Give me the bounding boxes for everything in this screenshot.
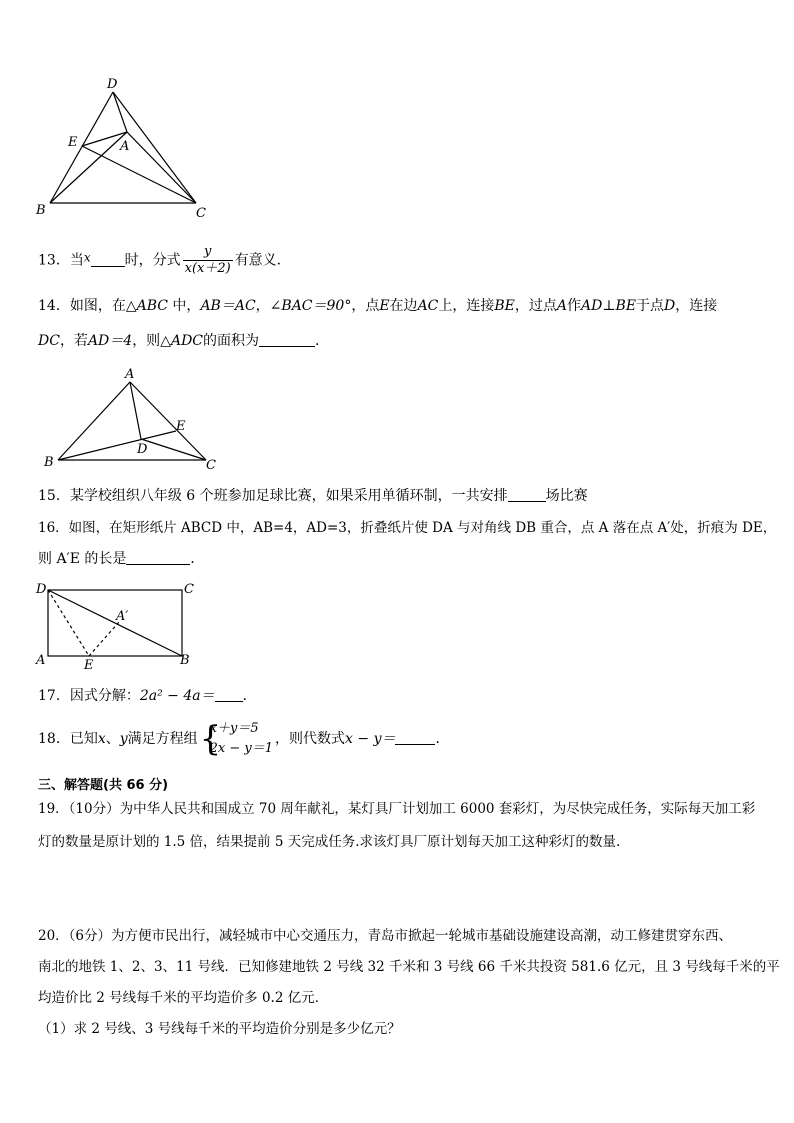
figure-triangle-dbc <box>30 70 220 225</box>
figure-triangle-abc <box>36 364 226 474</box>
question-20-line-1: 20．（6分）为方便市民出行，减轻城市中心交通压力，青岛市掀起一轮城市基础设施建设高潮，动工修建贯穿东西、 <box>38 928 733 944</box>
label-a-prime: A′ <box>116 609 129 624</box>
question-19-line-1: 19．（10分）为中华人民共和国成立 70 周年献礼，某灯具厂计划加工 6000 套彩灯，为尽快完成任务，实际每天加工彩 <box>38 801 756 817</box>
question-16-line-2: 则 A′E 的长是 ． <box>38 551 205 567</box>
question-14-line-1: 14．如图，在△ABC 中，AB＝AC，∠BAC＝90°，点E在边AC上，连接BE，过点A作AD⊥BE于点D，连接 <box>38 298 718 314</box>
question-17: 17．因式分解：2a² − 4a＝ ． <box>38 688 257 704</box>
question-15: 15．某学校组织八年级 6 个班参加足球比赛，如果采用单循环制，一共安排 场比赛 <box>38 488 588 504</box>
equation-system: { x＋y＝5 2x − y＝1 <box>199 719 274 759</box>
fraction-13: $\frac{y}{x(x+2)}$ <box>184 244 231 276</box>
question-20-line-2: 南北的地铁 1、2、3、11 号线．已知修建地铁 2 号线 32 千米和 3 号线 66 千米共投资 581.6 亿元，且 3 号线每千米的平 <box>38 959 780 975</box>
label-a: A <box>36 653 46 668</box>
label-d: D <box>107 77 118 92</box>
label-c: C <box>196 206 206 221</box>
question-18: 18．已知x、y满足方程组 { x＋y＝5 2x − y＝1 ，则代数式x − y＝ ． <box>38 719 450 759</box>
answer-blank-13[interactable] <box>91 252 125 267</box>
label-e: E <box>68 135 78 150</box>
question-20-sub-1: （1）求 2 号线、3 号线每千米的平均造价分别是多少亿元？ <box>38 1021 401 1037</box>
label-c: C <box>184 582 194 597</box>
label-c: C <box>206 458 216 473</box>
brace-icon: { <box>199 719 222 759</box>
label-e: E <box>84 658 94 672</box>
answer-blank-18[interactable] <box>395 730 435 745</box>
label-e: E <box>176 419 186 434</box>
section-title: 三、解答题(共 66 分) <box>38 778 169 793</box>
question-19-line-2: 灯的数量是原计划的 1.5 倍，结果提前 5 天完成任务.求该灯具厂原计划每天加工这种彩灯的数量. <box>38 834 621 850</box>
label-b: B <box>36 203 46 218</box>
question-14-line-2: DC，若AD＝4，则△ADC的面积为 . <box>38 333 320 349</box>
question-13: 13．当x 时，分式 $\frac{y}{x(x+2)}$ 有意义． <box>38 244 291 276</box>
label-b: B <box>180 653 190 668</box>
answer-blank-16[interactable] <box>126 550 190 565</box>
question-20-line-3: 均造价比 2 号线每千米的平均造价多 0.2 亿元． <box>38 990 329 1006</box>
figure-rectangle-abcd <box>34 580 204 672</box>
answer-blank-14[interactable] <box>259 332 315 347</box>
label-b: B <box>44 455 54 470</box>
label-a: A <box>125 367 135 382</box>
label-d: D <box>137 442 148 457</box>
answer-blank-17[interactable] <box>215 687 243 702</box>
label-d: D <box>36 582 47 597</box>
question-16-line-1: 16．如图，在矩形纸片 ABCD 中，AB=4，AD=3，折叠纸片使 DA 与对角线 DB 重合，点 A 落在点 A′处，折痕为 DE， <box>38 520 777 536</box>
label-a: A <box>120 139 130 154</box>
answer-blank-15[interactable] <box>508 487 546 502</box>
